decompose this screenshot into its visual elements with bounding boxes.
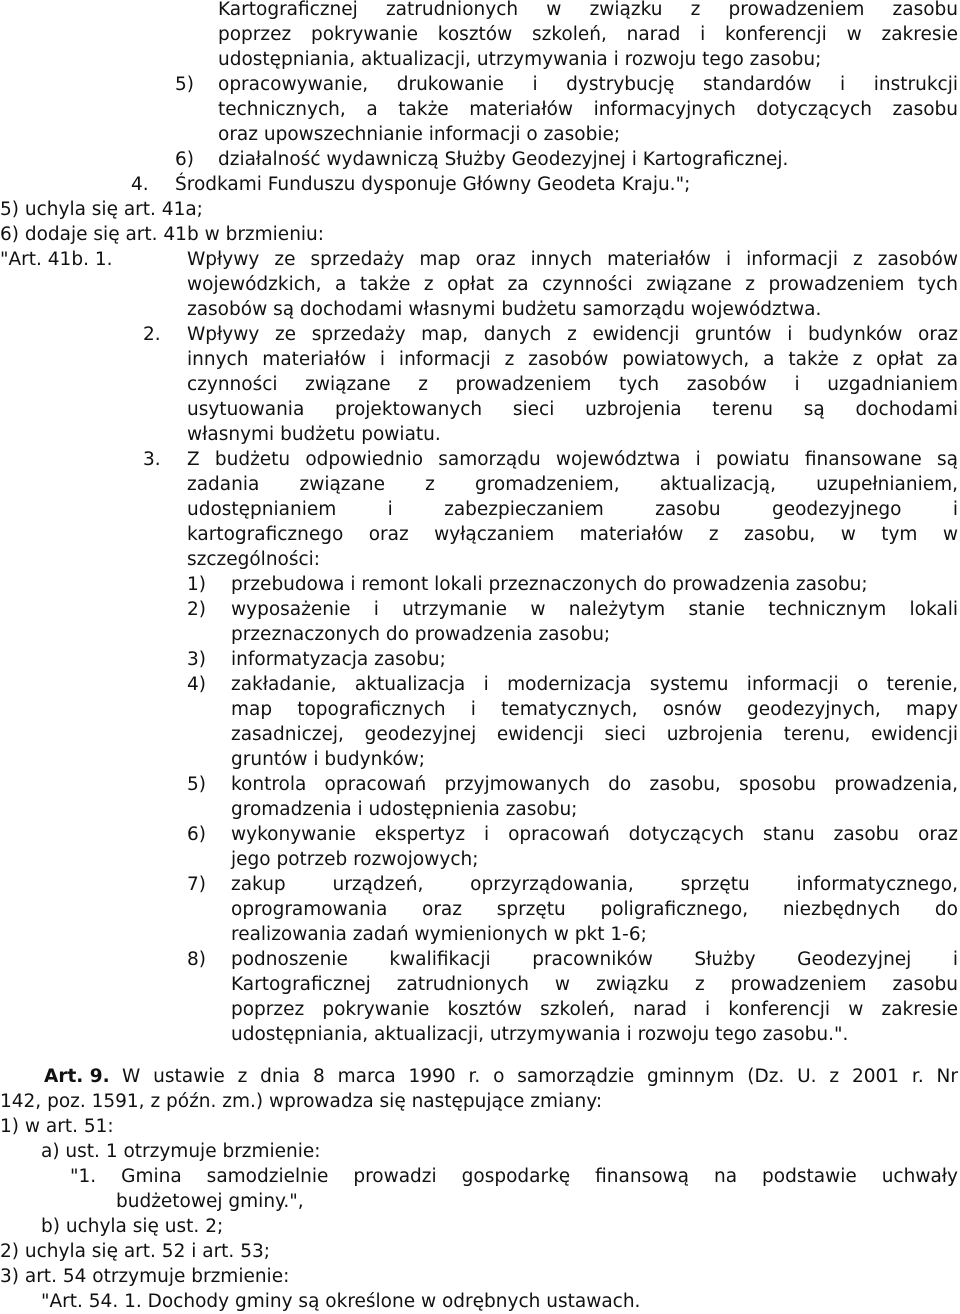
list-number: 8) (187, 949, 206, 970)
text-line: Z budżetu odpowiednio samorządu województwa i powiatu finansowane są (187, 449, 958, 470)
list-number: 7) (187, 874, 206, 895)
text-line: 142, poz. 1591, z późn. zm.) wprowadza się następujące zmiany: (0, 1091, 603, 1112)
text-line: własnymi budżetu powiatu. (187, 424, 441, 445)
list-number: 4) (187, 674, 206, 695)
amendment-subitem: a) ust. 1 otrzymuje brzmienie: (41, 1141, 321, 1162)
text-line: informatyzacja zasobu; (231, 649, 446, 670)
text-line: technicznych, a także materiałów informacyjnych dotyczących zasobu (218, 99, 958, 120)
list-number: 5) (175, 74, 194, 95)
quoted-text: budżetowej gminy.", (116, 1191, 304, 1212)
text-line: wykonywanie ekspertyz i opracowań dotyczących stanu zasobu oraz (231, 824, 958, 845)
list-number: 3) (187, 649, 206, 670)
text-line: zasobów są dochodami własnymi budżetu samorządu województwa. (187, 299, 822, 320)
text-line: W ustawie z dnia 8 marca 1990 r. o samorządzie gminnym (Dz. U. z 2001 r. Nr (122, 1066, 958, 1087)
list-number: 6) (175, 149, 194, 170)
text-line: przeznaczonych do prowadzenia zasobu; (231, 624, 611, 645)
text-line: oprogramowania oraz sprzętu poligraficznego, niezbędnych do (231, 899, 958, 920)
text-line: map topograficznych i tematycznych, osnów geodezyjnych, mapy (231, 699, 958, 720)
amendment-item: 1) w art. 51: (0, 1116, 114, 1137)
text-line: innych materiałów i informacji z zasobów powiatowych, a także z opłat za (187, 349, 958, 370)
text-line: kontrola opracowań przyjmowanych do zasobu, sposobu prowadzenia, (231, 774, 958, 795)
text-line: udostępnianiem i zabezpieczaniem zasobu geodezyjnego i (187, 499, 958, 520)
article-label (44, 1064, 110, 1089)
amendment-subitem: b) uchyla się ust. 2; (41, 1216, 224, 1237)
amendment-item: 2) uchyla się art. 52 i art. 53; (0, 1241, 270, 1262)
text-line: Środkami Funduszu dysponuje Główny Geodeta Kraju."; (175, 174, 691, 195)
amendment-item: 6) dodaje się art. 41b w brzmieniu: (0, 224, 325, 245)
text-line: Kartograficznej zatrudnionych w związku z prowadzeniem zasobu (218, 0, 958, 20)
text-line: opracowywanie, drukowanie i dystrybucję standardów i instrukcji (218, 74, 958, 95)
text-line: poprzez pokrywanie kosztów szkoleń, narad i konferencji w zakresie (218, 24, 958, 45)
list-number: 6) (187, 824, 206, 845)
text-line: udostępniania, aktualizacji, utrzymywania i rozwoju tego zasobu; (218, 49, 822, 70)
text-line: oraz upowszechnianie informacji o zasobie; (218, 124, 621, 145)
text-line: czynności związane z prowadzeniem tych zasobów i uzgadnianiem (187, 374, 958, 395)
text-line: zakładanie, aktualizacja i modernizacja systemu informacji o terenie, (231, 674, 958, 695)
text-line: podnoszenie kwalifikacji pracowników Służby Geodezyjnej i (231, 949, 958, 970)
text-line: wyposażenie i utrzymanie w należytym stanie technicznym lokali (231, 599, 958, 620)
quoted-text: "1. Gmina samodzielnie prowadzi gospodarkę finansową na podstawie uchwały (70, 1166, 958, 1187)
text-line: szczególności: (187, 549, 321, 570)
text-line: realizowania zadań wymienionych w pkt 1-6; (231, 924, 647, 945)
text-line: działalność wydawniczą Służby Geodezyjnej i Kartograficznej. (218, 149, 789, 170)
text-line: gruntów i budynków; (231, 749, 426, 770)
article-label-text: Art. 9. (44, 1066, 110, 1087)
text-line: gromadzenia i udostępnienia zasobu; (231, 799, 578, 820)
text-line: udostępniania, aktualizacji, utrzymywania i rozwoju tego zasobu.". (231, 1024, 849, 1045)
text-line: Wpływy ze sprzedaży map, danych z ewidencji gruntów i budynków oraz (187, 324, 958, 345)
text-line: usytuowania projektowanych sieci uzbrojenia terenu są dochodami (187, 399, 958, 420)
list-number: 5) (187, 774, 206, 795)
amendment-item: 3) art. 54 otrzymuje brzmienie: (0, 1266, 290, 1287)
text-line: jego potrzeb rozwojowych; (231, 849, 479, 870)
text-line: przebudowa i remont lokali przeznaczonych do prowadzenia zasobu; (231, 574, 868, 595)
paragraph-number: 2. (143, 324, 161, 345)
article-heading: "Art. 41b. 1. (0, 249, 113, 270)
text-line: zadania związane z gromadzeniem, aktualizacją, uzupełnianiem, (187, 474, 958, 495)
paragraph-number: 4. (131, 174, 149, 195)
text-line: poprzez pokrywanie kosztów szkoleń, narad i konferencji w zakresie (231, 999, 958, 1020)
text-line: Kartograficznej zatrudnionych w związku z prowadzeniem zasobu (231, 974, 958, 995)
text-line: kartograficznego oraz wyłączaniem materiałów z zasobu, w tym w (187, 524, 958, 545)
list-number: 2) (187, 599, 206, 620)
text-line: wojewódzkich, a także z opłat za czynności związane z prowadzeniem tych (187, 274, 958, 295)
text-line: Wpływy ze sprzedaży map oraz innych materiałów i informacji z zasobów (187, 249, 958, 270)
text-line: zakup urządzeń, oprzyrządowania, sprzętu informatycznego, (231, 874, 958, 895)
text-line: zasadniczej, geodezyjnej ewidencji sieci uzbrojenia terenu, ewidencji (231, 724, 958, 745)
quoted-text: "Art. 54. 1. Dochody gminy są określone w odrębnych ustawach. (41, 1291, 641, 1312)
paragraph-number: 3. (143, 449, 161, 470)
list-number: 1) (187, 574, 206, 595)
amendment-item: 5) uchyla się art. 41a; (0, 199, 203, 220)
